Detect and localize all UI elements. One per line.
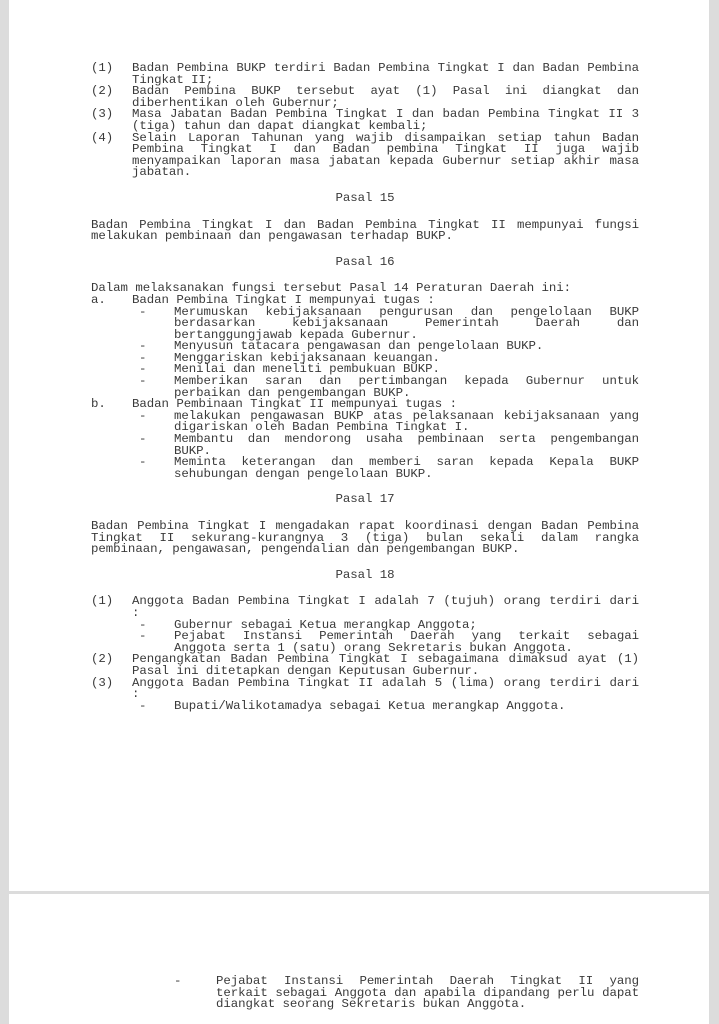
document-page-1 bbox=[9, 0, 709, 891]
pasal-18-item bbox=[91, 596, 639, 619]
dash-bullet: - bbox=[139, 304, 147, 319]
section-a-item bbox=[91, 376, 639, 399]
pasal-18-item bbox=[91, 654, 639, 677]
dash-bullet: - bbox=[139, 408, 147, 423]
dash-bullet: - bbox=[174, 974, 182, 988]
bullet-text: Bupati/Walikotamadya sebagai Ketua merangkap Anggota. bbox=[174, 698, 566, 713]
item-number: (2) bbox=[91, 652, 114, 667]
bullet-text: Meminta keterangan dan memberi saran kepada Kepala BUKP sehubungan dengan pengelolaan BUKP. bbox=[174, 455, 639, 481]
pasal-18-subitem bbox=[91, 631, 639, 654]
dash-bullet: - bbox=[139, 362, 147, 377]
dash-bullet: - bbox=[139, 432, 147, 447]
item-text: Badan Pembina BUKP tersebut ayat (1) Pasal ini diangkat dan diberhentikan oleh Gubernur; bbox=[132, 84, 639, 110]
bullet-text: Pejabat Instansi Pemerintah Daerah Tingkat II yang terkait sebagai Anggota dan apabila dipandang perlu dapat diangkat seorang Sekretaris bukan Anggota. bbox=[216, 974, 639, 1012]
pasal-16-heading: Pasal 16 bbox=[335, 254, 395, 269]
dash-bullet: - bbox=[139, 339, 147, 354]
item-number: (3) bbox=[91, 675, 114, 690]
dash-bullet: - bbox=[139, 698, 147, 713]
section-a-item bbox=[91, 304, 639, 342]
bullet-text: Menilai dan meneliti pembukuan BUKP. bbox=[174, 362, 440, 377]
section-b-item bbox=[91, 408, 639, 435]
dash-bullet: - bbox=[139, 617, 147, 632]
section-b-item bbox=[91, 434, 639, 457]
section-letter: a. bbox=[91, 292, 106, 307]
pasal-18-heading: Pasal 18 bbox=[335, 567, 395, 582]
section-b-item bbox=[91, 457, 639, 480]
bullet-text: Menggariskan kebijaksanaan keuangan. bbox=[174, 350, 440, 365]
bullet-text: Membantu dan mendorong usaha pembinaan serta pengembangan BUKP. bbox=[174, 432, 639, 458]
item-number: (3) bbox=[91, 107, 114, 122]
item-text: Anggota Badan Pembina Tingkat I adalah 7 (tujuh) orang terdiri dari : bbox=[132, 594, 639, 620]
bullet-text: Merumuskan kebijaksanaan pengurusan dan pengelolaan BUKP berdasarkan kebijaksanaan Pemerintah Daerah dan bertanggungjawab kepada Gubernur. bbox=[174, 304, 639, 342]
pasal-15-text: Badan Pembina Tingkat I dan Badan Pembina Tingkat II mempunyai fungsi melakukan pembinaan dan pengawasan terhadap BUKP. bbox=[91, 217, 639, 244]
page-1-content bbox=[91, 63, 639, 712]
bullet-text: Pejabat Instansi Pemerintah Daerah yang terkait sebagai Anggota serta 1 (satu) orang Sekretaris bukan Anggota. bbox=[174, 629, 639, 655]
dash-bullet: - bbox=[139, 374, 147, 389]
dash-bullet: - bbox=[139, 350, 147, 365]
item-text: Anggota Badan Pembina Tingkat II adalah 5 (lima) orang terdiri dari : bbox=[132, 675, 639, 702]
item-number: (2) bbox=[91, 84, 114, 99]
pasal-15-heading: Pasal 15 bbox=[335, 190, 395, 205]
dash-bullet: - bbox=[139, 455, 147, 470]
item-text: Pengangkatan Badan Pembina Tingkat I sebagaimana dimaksud ayat (1) Pasal ini ditetapkan dengan Keputusan Gubernur. bbox=[132, 652, 639, 678]
pasal-17-text: Badan Pembina Tingkat I mengadakan rapat koordinasi dengan Badan Pembina Tingkat II sekurang-kurangnya 3 (tiga) bulan sekali dalam rangka pembinaan, pengawasan, pengendalian dan pengembangan BUKP. bbox=[91, 519, 639, 557]
section-letter: b. bbox=[91, 397, 106, 412]
page-2-content bbox=[91, 976, 639, 1011]
item-text: Masa Jabatan Badan Pembina Tingkat I dan badan Pembina Tingkat II 3 (tiga) tahun dan dapat diangkat kembali; bbox=[132, 107, 639, 133]
pasal-18-subitem bbox=[91, 698, 639, 713]
item-number: (1) bbox=[91, 594, 114, 609]
bullet-text: Memberikan saran dan pertimbangan kepada Gubernur untuk perbaikan dan pengembangan BUKP. bbox=[174, 374, 639, 400]
intro-item bbox=[91, 63, 639, 86]
dash-bullet: - bbox=[139, 629, 147, 644]
document-page-2 bbox=[9, 894, 709, 1024]
bullet-text: Gubernur sebagai Ketua merangkap Anggota; bbox=[174, 617, 477, 632]
pasal-16-intro: Dalam melaksanakan fungsi tersebut Pasal 14 Peraturan Daerah ini: bbox=[91, 281, 572, 296]
pasal-17-heading: Pasal 17 bbox=[335, 492, 395, 507]
intro-item bbox=[91, 130, 639, 180]
bullet-text: Menyusun tatacara pengawasan dan pengelolaan BUKP. bbox=[174, 339, 544, 354]
item-text: Badan Pembina BUKP terdiri Badan Pembina Tingkat I dan Badan Pembina Tingkat II; bbox=[132, 61, 639, 87]
intro-item bbox=[91, 86, 639, 109]
item-number: (1) bbox=[91, 61, 114, 75]
bullet-text: melakukan pengawasan BUKP atas pelaksanaan kebijaksanaan yang digariskan oleh Badan Pembina Tingkat I. bbox=[174, 408, 639, 435]
item-number: (4) bbox=[91, 130, 114, 145]
intro-item bbox=[91, 109, 639, 132]
pasal-18-item bbox=[91, 675, 639, 702]
continued-subitem bbox=[91, 976, 639, 1011]
item-text: Selain Laporan Tahunan yang wajib disampaikan setiap tahun Badan Pembina Tingkat I dan Badan pembina Tingkat II juga wajib menyampaikan laporan masa jabatan kepada Gubernur setiap akhir masa jabatan. bbox=[132, 130, 639, 180]
section-title: Badan Pembina Tingkat I mempunyai tugas : bbox=[132, 292, 435, 307]
section-title: Badan Pembinaan Tingkat II mempunyai tugas : bbox=[132, 397, 457, 412]
